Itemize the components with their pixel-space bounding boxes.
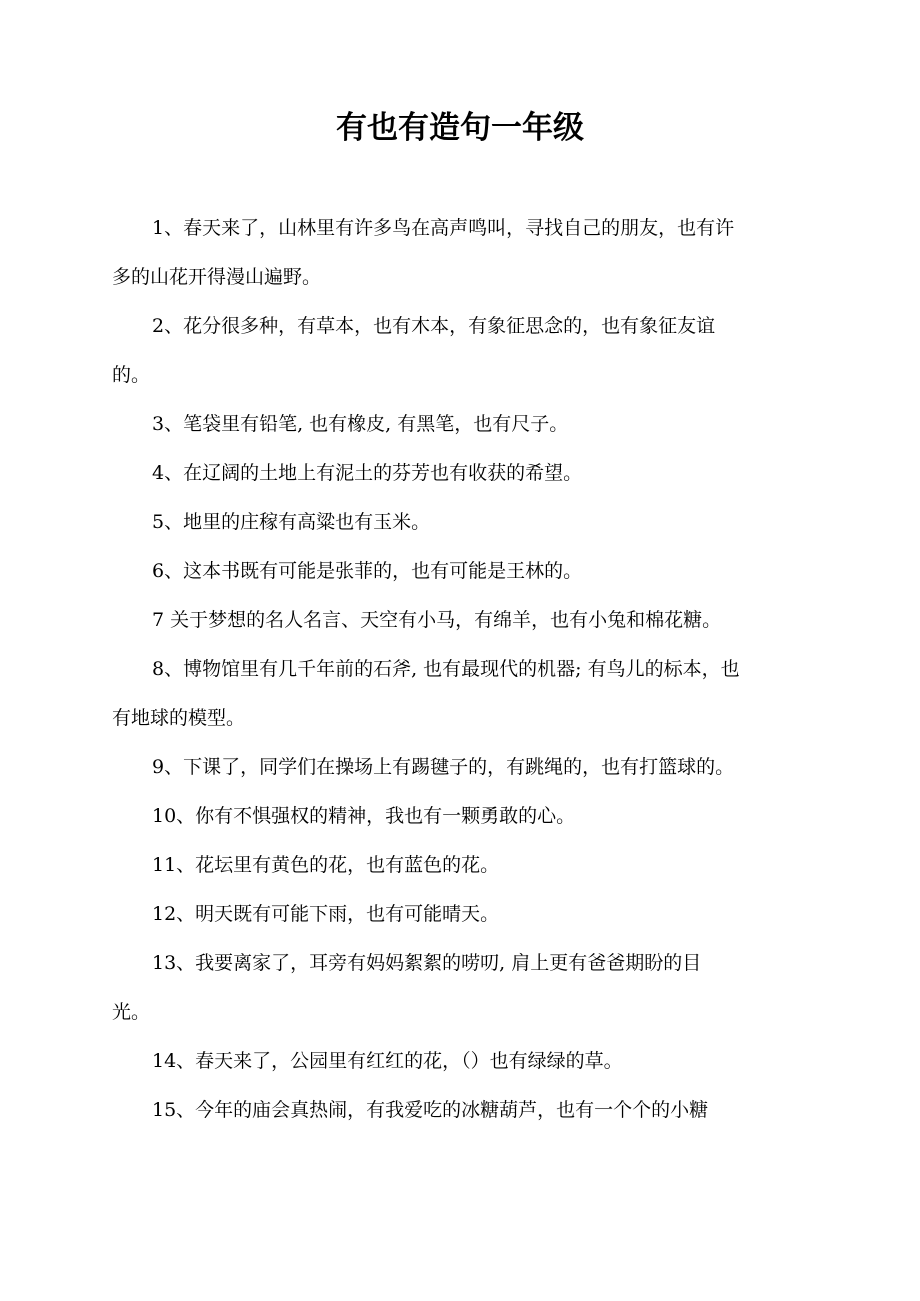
paragraph-line: 13、我要离家了，耳旁有妈妈絮絮的唠叨, 肩上更有爸爸期盼的目	[152, 952, 702, 974]
paragraph-line: 有地球的模型。	[112, 707, 246, 729]
paragraph-line: 9、下课了，同学们在操场上有踢毽子的，有跳绳的，也有打篮球的。	[152, 756, 735, 778]
paragraph-line: 2、花分很多种，有草本，也有木本，有象征思念的，也有象征友谊	[152, 315, 716, 337]
sentence-paragraph	[112, 1037, 828, 1086]
sentence-paragraph	[112, 743, 828, 792]
sentence-paragraph	[112, 204, 828, 302]
paragraph-line: 10、你有不惧强权的精神，我也有一颗勇敢的心。	[152, 805, 576, 827]
sentence-paragraph	[112, 449, 828, 498]
paragraph-line: 光。	[112, 1001, 151, 1023]
sentence-paragraph	[112, 890, 828, 939]
paragraph-line: 12、明天既有可能下雨，也有可能晴天。	[152, 903, 500, 925]
sentence-paragraph	[112, 302, 828, 400]
document-body	[112, 204, 828, 1135]
paragraph-line: 的。	[112, 364, 151, 386]
paragraph-line: 14、春天来了，公园里有红红的花，（）也有绿绿的草。	[152, 1050, 623, 1072]
sentence-paragraph	[112, 400, 828, 449]
sentence-paragraph	[112, 547, 828, 596]
sentence-paragraph	[112, 596, 828, 645]
paragraph-line: 1、春天来了，山林里有许多鸟在高声鸣叫，寻找自己的朋友，也有许	[152, 217, 735, 239]
paragraph-line: 7 关于梦想的名人名言、天空有小马，有绵羊，也有小兔和棉花糖。	[152, 609, 722, 631]
page-title: 有也有造句一年级	[336, 110, 584, 146]
sentence-paragraph	[112, 498, 828, 547]
paragraph-line: 多的山花开得漫山遍野。	[112, 266, 322, 288]
sentence-paragraph	[112, 645, 828, 743]
sentence-paragraph	[112, 939, 828, 1037]
paragraph-line: 3、笔袋里有铅笔, 也有橡皮, 有黑笔，也有尺子。	[152, 413, 569, 435]
sentence-paragraph	[112, 1086, 828, 1135]
paragraph-line: 6、这本书既有可能是张菲的，也有可能是王林的。	[152, 560, 583, 582]
paragraph-line: 8、博物馆里有几千年前的石斧, 也有最现代的机器; 有鸟儿的标本，也	[152, 658, 740, 680]
paragraph-line: 15、今年的庙会真热闹，有我爱吃的冰糖葫芦，也有一个个的小糖	[152, 1099, 709, 1121]
paragraph-line: 11、花坛里有黄色的花，也有蓝色的花。	[152, 854, 500, 876]
sentence-paragraph	[112, 792, 828, 841]
paragraph-line: 4、在辽阔的土地上有泥土的芬芳也有收获的希望。	[152, 462, 583, 484]
paragraph-line: 5、地里的庄稼有高粱也有玉米。	[152, 511, 431, 533]
sentence-paragraph	[112, 841, 828, 890]
